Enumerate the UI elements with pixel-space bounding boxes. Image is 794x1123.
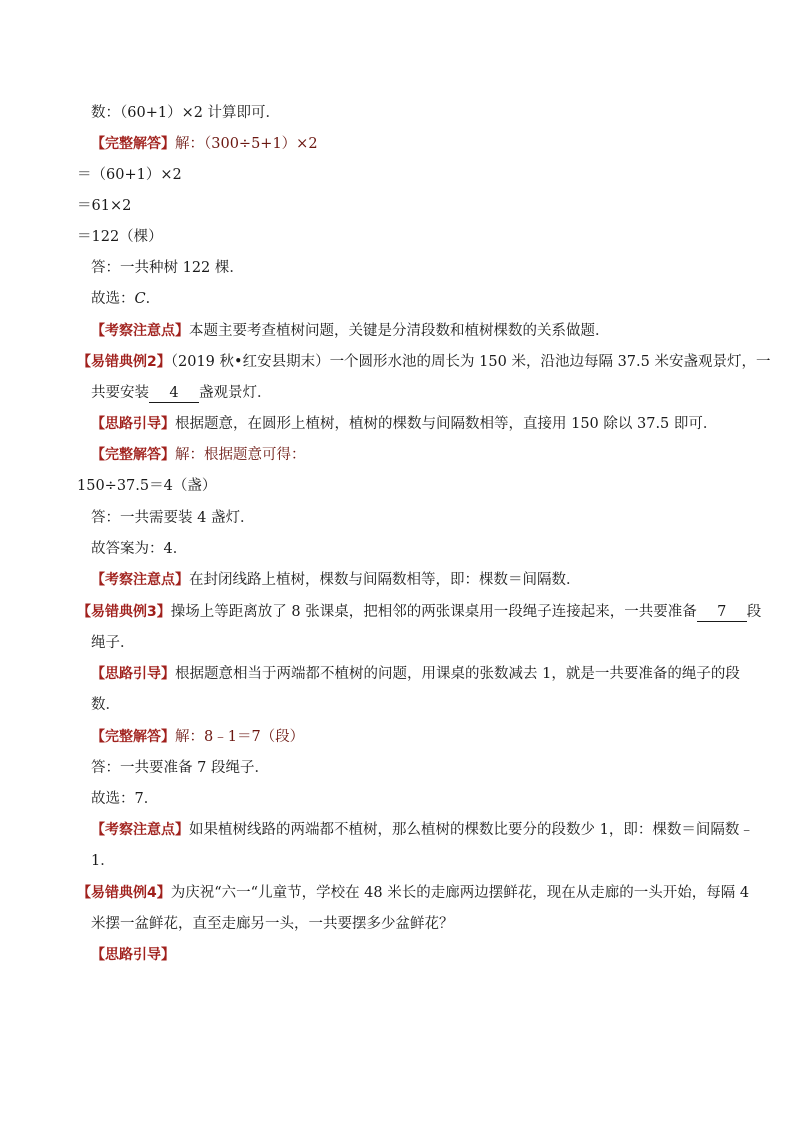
e3-text1-pre: 操场上等距离放了 8 张课桌，把相邻的两张课桌用一段绳子连接起来，一共要准备 [170, 604, 697, 620]
e4-question-line1 [77, 884, 749, 902]
tag-key-point: 【考察注意点】 [91, 822, 189, 838]
e2-text2-pre: 共要安装 [91, 385, 149, 401]
b1-choice [91, 290, 160, 308]
e3-key-point [91, 821, 754, 839]
e2-thinking [91, 415, 717, 433]
e2-answer-text: 解：根据题意可得： [175, 447, 306, 463]
tag-example4: 【易错典例4】 [77, 885, 171, 901]
tag-full-answer: 【完整解答】 [91, 447, 175, 463]
b1-key-text: 本题主要考查植树问题，关键是分清段数和植树棵数的关系做题． [189, 323, 610, 339]
b1-line1: 数：（60+1）×2 计算即可． [91, 105, 281, 121]
b1-choice-end: ． [145, 291, 161, 307]
e2-text1: （2019 秋•红安县期末）一个圆形水池的周长为 150 米，沿池边每隔 37.5 米安盏观景灯，一 [170, 354, 771, 370]
e3-question-line1 [77, 603, 761, 622]
e2-answer-blank: 4 [149, 384, 199, 403]
e3-key-text2: 1． [91, 853, 115, 869]
e3-thinking [91, 665, 740, 683]
e4-text1: 为庆祝“六一“儿童节，学校在 48 米长的走廊两边摆鲜花，现在从走廊的一头开始，每隔 4 [170, 885, 750, 901]
tag-example3: 【易错典例3】 [77, 604, 171, 620]
tag-thinking: 【思路引导】 [91, 666, 175, 682]
tag-example2: 【易错典例2】 [77, 354, 171, 370]
e4-thinking [91, 946, 175, 964]
e2-step1: 150÷37.5＝4（盏） [77, 478, 217, 494]
e3-text1-post: 段 [746, 604, 762, 620]
tag-key-point: 【考察注意点】 [91, 323, 189, 339]
b1-step1: ＝（60+1）×2 [77, 167, 182, 183]
e3-answer-blank: 7 [697, 603, 747, 622]
tag-full-answer: 【完整解答】 [91, 136, 175, 152]
b1-step2: ＝61×2 [77, 198, 132, 214]
e3-answer [91, 728, 304, 746]
e2-text2-post: 盏观景灯． [199, 385, 272, 401]
tag-thinking: 【思路引导】 [91, 947, 175, 963]
tag-thinking: 【思路引导】 [91, 416, 175, 432]
e4-text2: 米摆一盆鲜花，直至走廊另一头，一共要摆多少盆鲜花？ [91, 916, 454, 932]
e2-reply: 答：一共需要装 4 盏灯． [91, 510, 255, 526]
e3-result: 故选：7． [91, 791, 159, 807]
e3-thinking-text2: 数． [91, 697, 120, 713]
b1-choice-label: 故选： [91, 291, 135, 307]
e3-key-text1: 如果植树线路的两端都不植树，那么植树的棵数比要分的段数少 1，即：棵数＝间隔数﹣ [189, 822, 754, 838]
e2-thinking-text: 根据题意，在圆形上植树，植树的棵数与间隔数相等，直接用 150 除以 37.5 即可． [175, 416, 718, 432]
b1-answer-text: 解：（300÷5+1）×2 [175, 136, 318, 152]
e3-reply: 答：一共要准备 7 段绳子． [91, 760, 269, 776]
e2-question-line1 [77, 353, 770, 371]
e2-result: 故答案为：4． [91, 541, 188, 557]
b1-step3: ＝122（棵） [77, 229, 163, 245]
b1-reply: 答：一共种树 122 棵． [91, 260, 244, 276]
b1-answer [91, 135, 318, 153]
e2-key-point [91, 571, 581, 589]
e3-thinking-text1: 根据题意相当于两端都不植树的问题，用课桌的张数减去 1，就是一共要准备的绳子的段 [175, 666, 740, 682]
e2-answer [91, 446, 306, 464]
b1-choice-letter: C [134, 291, 146, 307]
e3-answer-text: 解：8﹣1＝7（段） [175, 729, 305, 745]
e3-text2: 绳子． [91, 635, 135, 651]
e2-question-line2 [91, 384, 272, 403]
b1-key-point [91, 322, 610, 340]
tag-key-point: 【考察注意点】 [91, 572, 189, 588]
tag-full-answer: 【完整解答】 [91, 729, 175, 745]
e2-key-text: 在封闭线路上植树，棵数与间隔数相等，即：棵数＝间隔数． [189, 572, 581, 588]
